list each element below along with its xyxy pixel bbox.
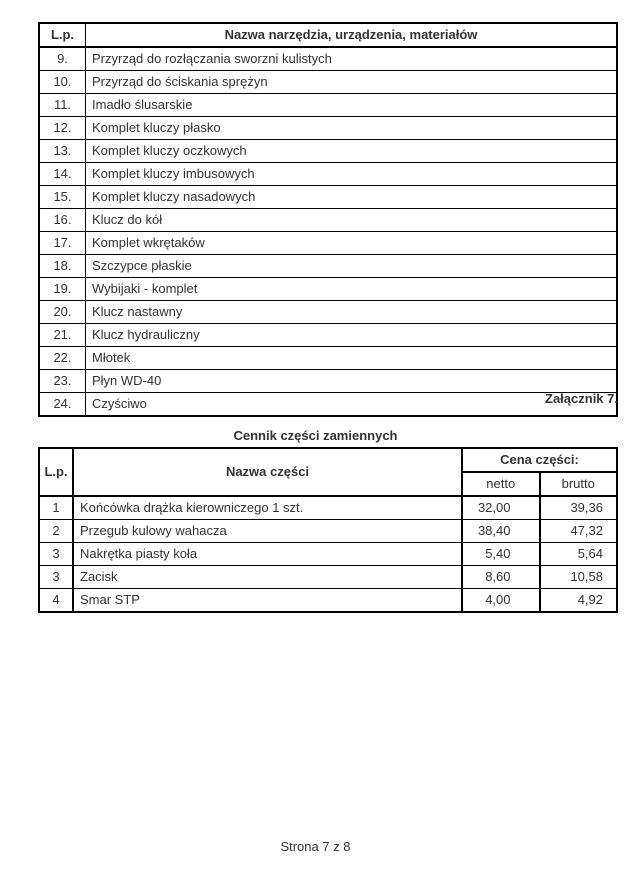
tools-row-index: 20. [39,301,86,324]
parts-row-brutto: 4,92 [540,589,618,613]
parts-row-brutto: 5,64 [540,543,618,566]
parts-row-index: 2 [39,520,73,543]
tools-row-index: 18. [39,255,86,278]
parts-row-name: Przegub kulowy wahacza [73,520,462,543]
tools-table [38,22,618,417]
tools-table-header [39,23,617,47]
parts-header-brutto: brutto [540,472,618,496]
tools-row [39,370,617,393]
tools-row [39,278,617,301]
parts-row-netto: 38,40 [462,520,540,543]
parts-header-price-group: Cena części: [462,448,617,472]
parts-row-netto: 4,00 [462,589,540,613]
tools-row [39,255,617,278]
tools-row-name: Komplet kluczy nasadowych [86,186,618,209]
parts-row [39,520,617,543]
tools-row [39,94,617,117]
parts-row [39,496,617,520]
parts-row-index: 3 [39,543,73,566]
parts-row-name: Nakrętka piasty koła [73,543,462,566]
tools-row [39,163,617,186]
tools-table-body [39,47,617,416]
tools-row-index: 13. [39,140,86,163]
attachment-label: Załącznik 7. [545,391,618,406]
tools-row-name: Szczypce płaskie [86,255,618,278]
parts-row-name: Zacisk [73,566,462,589]
tools-row-name: Wybijaki - komplet [86,278,618,301]
parts-row-index: 4 [39,589,73,613]
parts-row [39,566,617,589]
tools-header-index: L.p. [39,23,86,47]
tools-row-index: 14. [39,163,86,186]
tools-row-index: 22. [39,347,86,370]
tools-row [39,140,617,163]
tools-row-name: Komplet kluczy oczkowych [86,140,618,163]
parts-row-netto: 5,40 [462,543,540,566]
parts-row-netto: 32,00 [462,496,540,520]
parts-row-name: Smar STP [73,589,462,613]
parts-row [39,589,617,613]
tools-row-name: Młotek [86,347,618,370]
tools-row-name: Komplet kluczy płasko [86,117,618,140]
tools-row [39,209,617,232]
tools-row-name: Płyn WD-40 [86,370,618,393]
parts-row-netto: 8,60 [462,566,540,589]
tools-row [39,186,617,209]
tools-row-index: 10. [39,71,86,94]
tools-row-index: 24. [39,393,86,417]
tools-row-index: 11. [39,94,86,117]
tools-row [39,301,617,324]
parts-table-header [39,448,617,496]
tools-row-index: 9. [39,47,86,71]
parts-table-body [39,496,617,612]
tools-row [39,47,617,71]
tools-header-name: Nazwa narzędzia, urządzenia, materiałów [86,23,618,47]
parts-row-brutto: 10,58 [540,566,618,589]
tools-row-name: Czyściwo [86,393,618,417]
parts-row-brutto: 47,32 [540,520,618,543]
tools-row [39,324,617,347]
tools-row-name: Imadło ślusarskie [86,94,618,117]
tools-row-index: 23. [39,370,86,393]
parts-row-name: Końcówka drążka kierowniczego 1 szt. [73,496,462,520]
tools-row [39,117,617,140]
tools-row [39,232,617,255]
tools-row-index: 19. [39,278,86,301]
parts-header-name: Nazwa części [73,448,462,496]
parts-row-index: 1 [39,496,73,520]
parts-table [38,447,618,613]
tools-row-index: 15. [39,186,86,209]
tools-row-name: Przyrząd do ściskania sprężyn [86,71,618,94]
tools-row-name: Przyrząd do rozłączania sworzni kulistych [86,47,618,71]
parts-table-title: Cennik części zamiennych [233,428,398,443]
parts-row-brutto: 39,36 [540,496,618,520]
tools-row-name: Klucz nastawny [86,301,618,324]
tools-row-index: 12. [39,117,86,140]
tools-row-index: 21. [39,324,86,347]
tools-row-name: Komplet kluczy imbusowych [86,163,618,186]
tools-row-name: Komplet wkrętaków [86,232,618,255]
tools-row-name: Klucz hydrauliczny [86,324,618,347]
parts-header-netto: netto [462,472,540,496]
tools-row [39,71,617,94]
tools-row-name: Klucz do kół [86,209,618,232]
tools-row-index: 16. [39,209,86,232]
parts-row [39,543,617,566]
parts-row-index: 3 [39,566,73,589]
page-number: Strona 7 z 8 [280,839,351,854]
parts-header-index: L.p. [39,448,73,496]
tools-row-index: 17. [39,232,86,255]
tools-row [39,347,617,370]
